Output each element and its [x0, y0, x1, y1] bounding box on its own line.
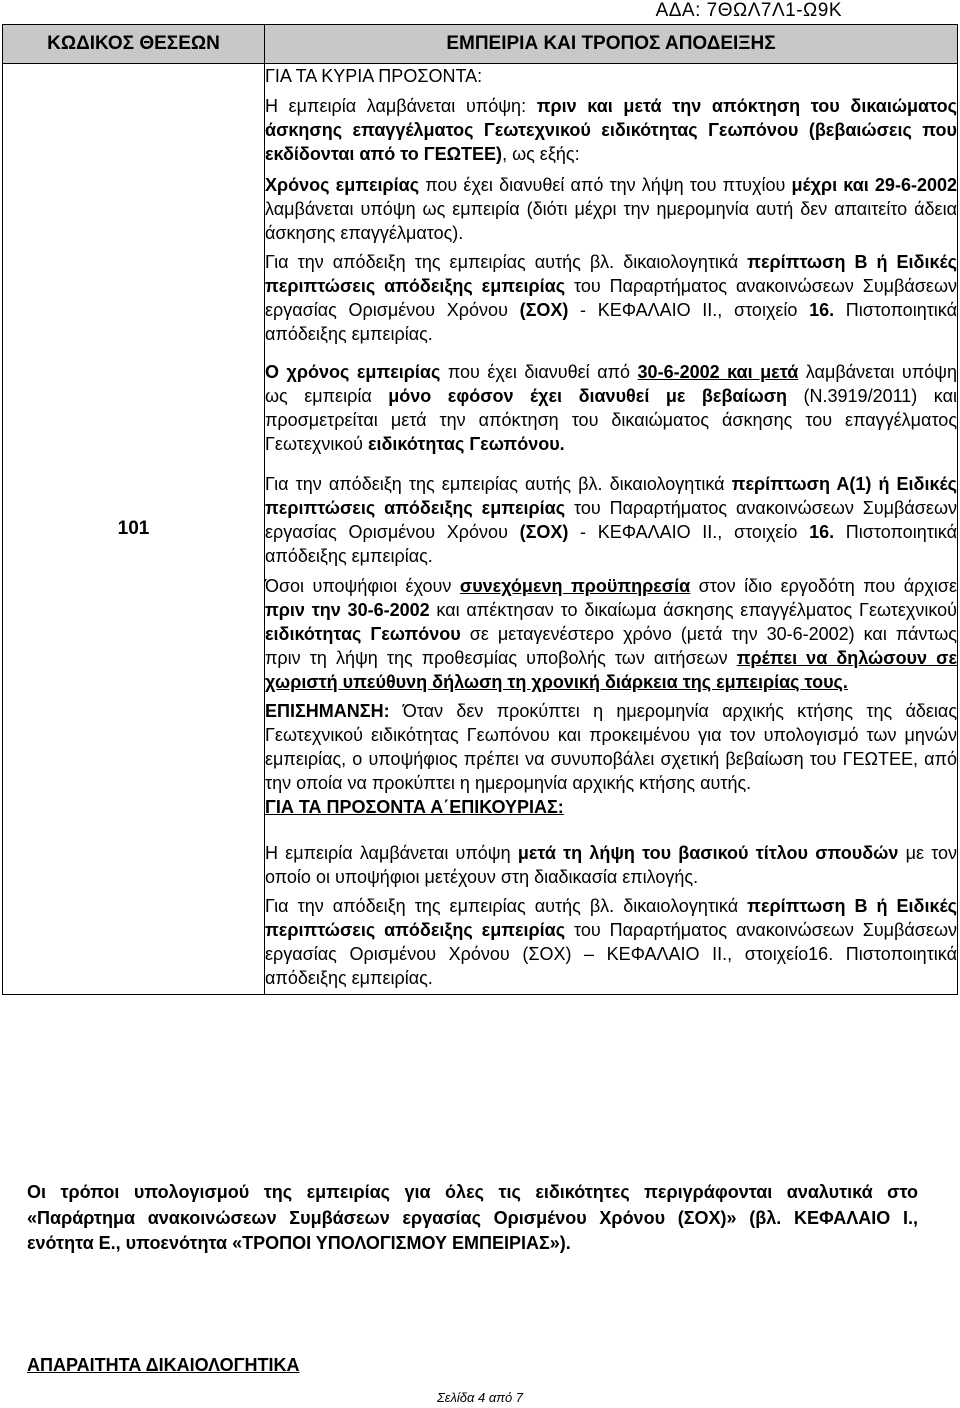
text-run: σε μεταγενέστερο χρόνο (μετά την 30-6-2002) και πάντως πριν τη λήψη της προθεσμίας υποβολής των αιτήσεων — [265, 624, 957, 668]
text-run: λαμβάνεται υπόψη ως εμπειρία (διότι μέχρι την ημερομηνία αυτή δεν απαιτείτο άδεια άσκησης επαγγέλματος). — [265, 199, 957, 243]
text-run: περίπτωση Β ή Ειδικές περιπτώσεις απόδειξης εμπειρίας — [265, 896, 957, 940]
text-run: (ΣΟΧ) — [519, 522, 569, 542]
text-run: Ο χρόνος εμπειρίας — [265, 362, 441, 382]
text-run: λαμβάνεται υπόψη ως εμπειρία — [265, 362, 957, 406]
text-run: μόνο εφόσον έχει διανυθεί με βεβαίωση — [388, 386, 788, 406]
text-run: Η εμπειρία λαμβάνεται υπόψη — [265, 843, 518, 863]
text-run: 30-6-2002 και μετά — [637, 362, 799, 382]
text-run: Πιστοποιητικά απόδειξης εμπειρίας. — [265, 300, 957, 344]
experience-calculation-note: Οι τρόποι υπολογισμού της εμπειρίας για όλες τις ειδικότητες περιγράφονται αναλυτικά στο «Παράρτημα ανακοινώσεων Συμβάσεων εργασίας Ορισμένου Χρόνου (ΣΟΧ)» (βλ. ΚΕΦΑΛΑΙΟ Ι., ενότητα Ε., υποενότητα «ΤΡΟΠΟΙ ΥΠΟΛΟΓΙΣΜΟΥ ΕΜΠΕΙΡΙΑΣ»). — [27, 1182, 918, 1253]
paragraph-proof-case-b — [265, 250, 957, 346]
text-run: πριν την 30-6-2002 — [265, 600, 430, 620]
text-run: Η εμπειρία λαμβάνεται υπόψη: — [265, 96, 537, 116]
paragraph-continuous-service — [265, 574, 957, 694]
paragraph-note — [265, 699, 957, 795]
paragraph-aux-experience — [265, 841, 957, 889]
text-run: πριν και μετά την απόκτηση του δικαιώματος άσκησης επαγγέλματος Γεωτεχνικού ειδικότητας Γεωπόνου (βεβαιώσεις που εκδίδονται από το ΓΕΩΤΕΕ) — [265, 96, 957, 164]
page-number: Σελίδα 4 από 7 — [436, 1390, 524, 1405]
text-run: που έχει διανυθεί από — [440, 362, 638, 382]
text-run: με τον οποίο οι υποψήφιοι μετέχουν στη διαδικασία επιλογής. — [265, 843, 958, 887]
table-header-row — [3, 25, 958, 64]
text-run: του Παραρτήματος ανακοινώσεων Συμβάσεων εργασίας Ορισμένου Χρόνου — [265, 498, 957, 542]
position-code: 101 — [3, 64, 265, 995]
table-row — [3, 64, 958, 995]
text-run: Χρόνος εμπειρίας — [265, 175, 420, 195]
text-run: Όσοι υποψήφιοι έχουν — [265, 576, 460, 596]
paragraph-experience-conditions — [265, 94, 957, 166]
paragraph-experience-after-2002 — [265, 360, 957, 456]
auxiliary-qualifications-heading: ΓΙΑ ΤΑ ΠΡΟΣΟΝΤΑ Α΄ΕΠΙΚΟΥΡΙΑΣ: — [265, 797, 564, 817]
text-run: που έχει διανυθεί από την λήψη του πτυχίου — [419, 175, 792, 195]
text-run: Για την απόδειξη της εμπειρίας αυτής βλ. δικαιολογητικά — [265, 896, 748, 916]
text-run: του Παραρτήματος ανακοινώσεων Συμβάσεων εργασίας Ορισμένου Χρόνου — [265, 276, 957, 320]
text-run: μέχρι και 29-6-2002 — [791, 175, 957, 195]
text-run: Πιστοποιητικά απόδειξης εμπειρίας. — [265, 522, 957, 566]
experience-cell — [265, 64, 958, 995]
paragraph-aux-proof — [265, 894, 957, 990]
text-run: - ΚΕΦΑΛΑΙΟ ΙΙ., στοιχείο — [568, 300, 810, 320]
required-documents-heading: ΑΠΑΡΑΙΤΗΤΑ ΔΙΚΑΙΟΛΟΓΗΤΙΚΑ — [27, 1355, 300, 1375]
text-run: του Παραρτήματος ανακοινώσεων Συμβάσεων εργασίας Ορισμένου Χρόνου (ΣΟΧ) – ΚΕΦΑΛΑΙΟ ΙΙ., στοιχείο16. Πιστοποιητικά απόδειξης εμπειρίας. — [265, 920, 957, 988]
text-run: 16. — [809, 300, 835, 320]
text-run: μετά τη λήψη του βασικού τίτλου σπουδών — [517, 843, 899, 863]
text-run: ΕΠΙΣΗΜΑΝΣΗ: — [265, 701, 390, 721]
text-run: ειδικότητας Γεωπόνου. — [367, 434, 565, 454]
text-run: Για την απόδειξη της εμπειρίας αυτής βλ. δικαιολογητικά — [265, 252, 748, 272]
column-header-experience: ΕΜΠΕΙΡΙΑ ΚΑΙ ΤΡΟΠΟΣ ΑΠΟΔΕΙΞΗΣ — [265, 25, 958, 64]
text-run: ειδικότητας Γεωπόνου — [265, 624, 461, 644]
text-run: περίπτωση Α(1) ή Ειδικές περιπτώσεις απόδειξης εμπειρίας — [265, 474, 957, 518]
text-run: πρέπει να δηλώσουν σε χωριστή υπεύθυνη δήλωση τη χρονική διάρκεια της εμπειρίας τους. — [265, 648, 957, 692]
paragraph-proof-case-a1 — [265, 472, 957, 568]
column-header-code: ΚΩΔΙΚΟΣ ΘΕΣΕΩΝ — [3, 25, 265, 64]
text-run: , ως εξής: — [502, 144, 580, 164]
text-run: και απέκτησαν το δικαίωμα άσκησης επαγγέλματος Γεωτεχνικού — [429, 600, 957, 620]
text-run: Όταν δεν προκύπτει η ημερομηνία αρχικής κτήσης της άδειας Γεωτεχνικού ειδικότητας Γεωπόνου και προκειμένου για τον υπολογισμό των μηνών εμπειρίας, ο υποψήφιος πρέπει να συνυποβάλει σχετική βεβαίωση του ΓΕΩΤΕΕ, από την οποία να προκύπτει η ημερομηνία αρχικής κτήσης αυτής. — [265, 701, 957, 793]
experience-table — [2, 24, 958, 995]
text-run: στον ίδιο εργοδότη που άρχισε — [690, 576, 957, 596]
paragraph-experience-until-2002 — [265, 173, 957, 245]
text-run: Για την απόδειξη της εμπειρίας αυτής βλ. δικαιολογητικά — [265, 474, 732, 494]
text-run: 16. — [809, 522, 835, 542]
text-run: (Ν.3919/2011) και προσμετρείται μετά την απόκτηση του δικαιώματος άσκησης του επαγγέλματος Γεωτεχνικού — [265, 386, 957, 454]
main-qualifications-heading: ΓΙΑ ΤΑ ΚΥΡΙΑ ΠΡΟΣΟΝΤΑ: — [265, 66, 483, 86]
document-ada-code: ΑΔΑ: 7ΘΩΛ7Λ1-Ω9Κ — [655, 0, 842, 21]
text-run: περίπτωση Β ή Ειδικές περιπτώσεις απόδειξης εμπειρίας — [265, 252, 957, 296]
text-run: συνεχόμενη προϋπηρεσία — [459, 576, 691, 596]
text-run: - ΚΕΦΑΛΑΙΟ ΙΙ., στοιχείο — [568, 522, 810, 542]
text-run: (ΣΟΧ) — [519, 300, 569, 320]
